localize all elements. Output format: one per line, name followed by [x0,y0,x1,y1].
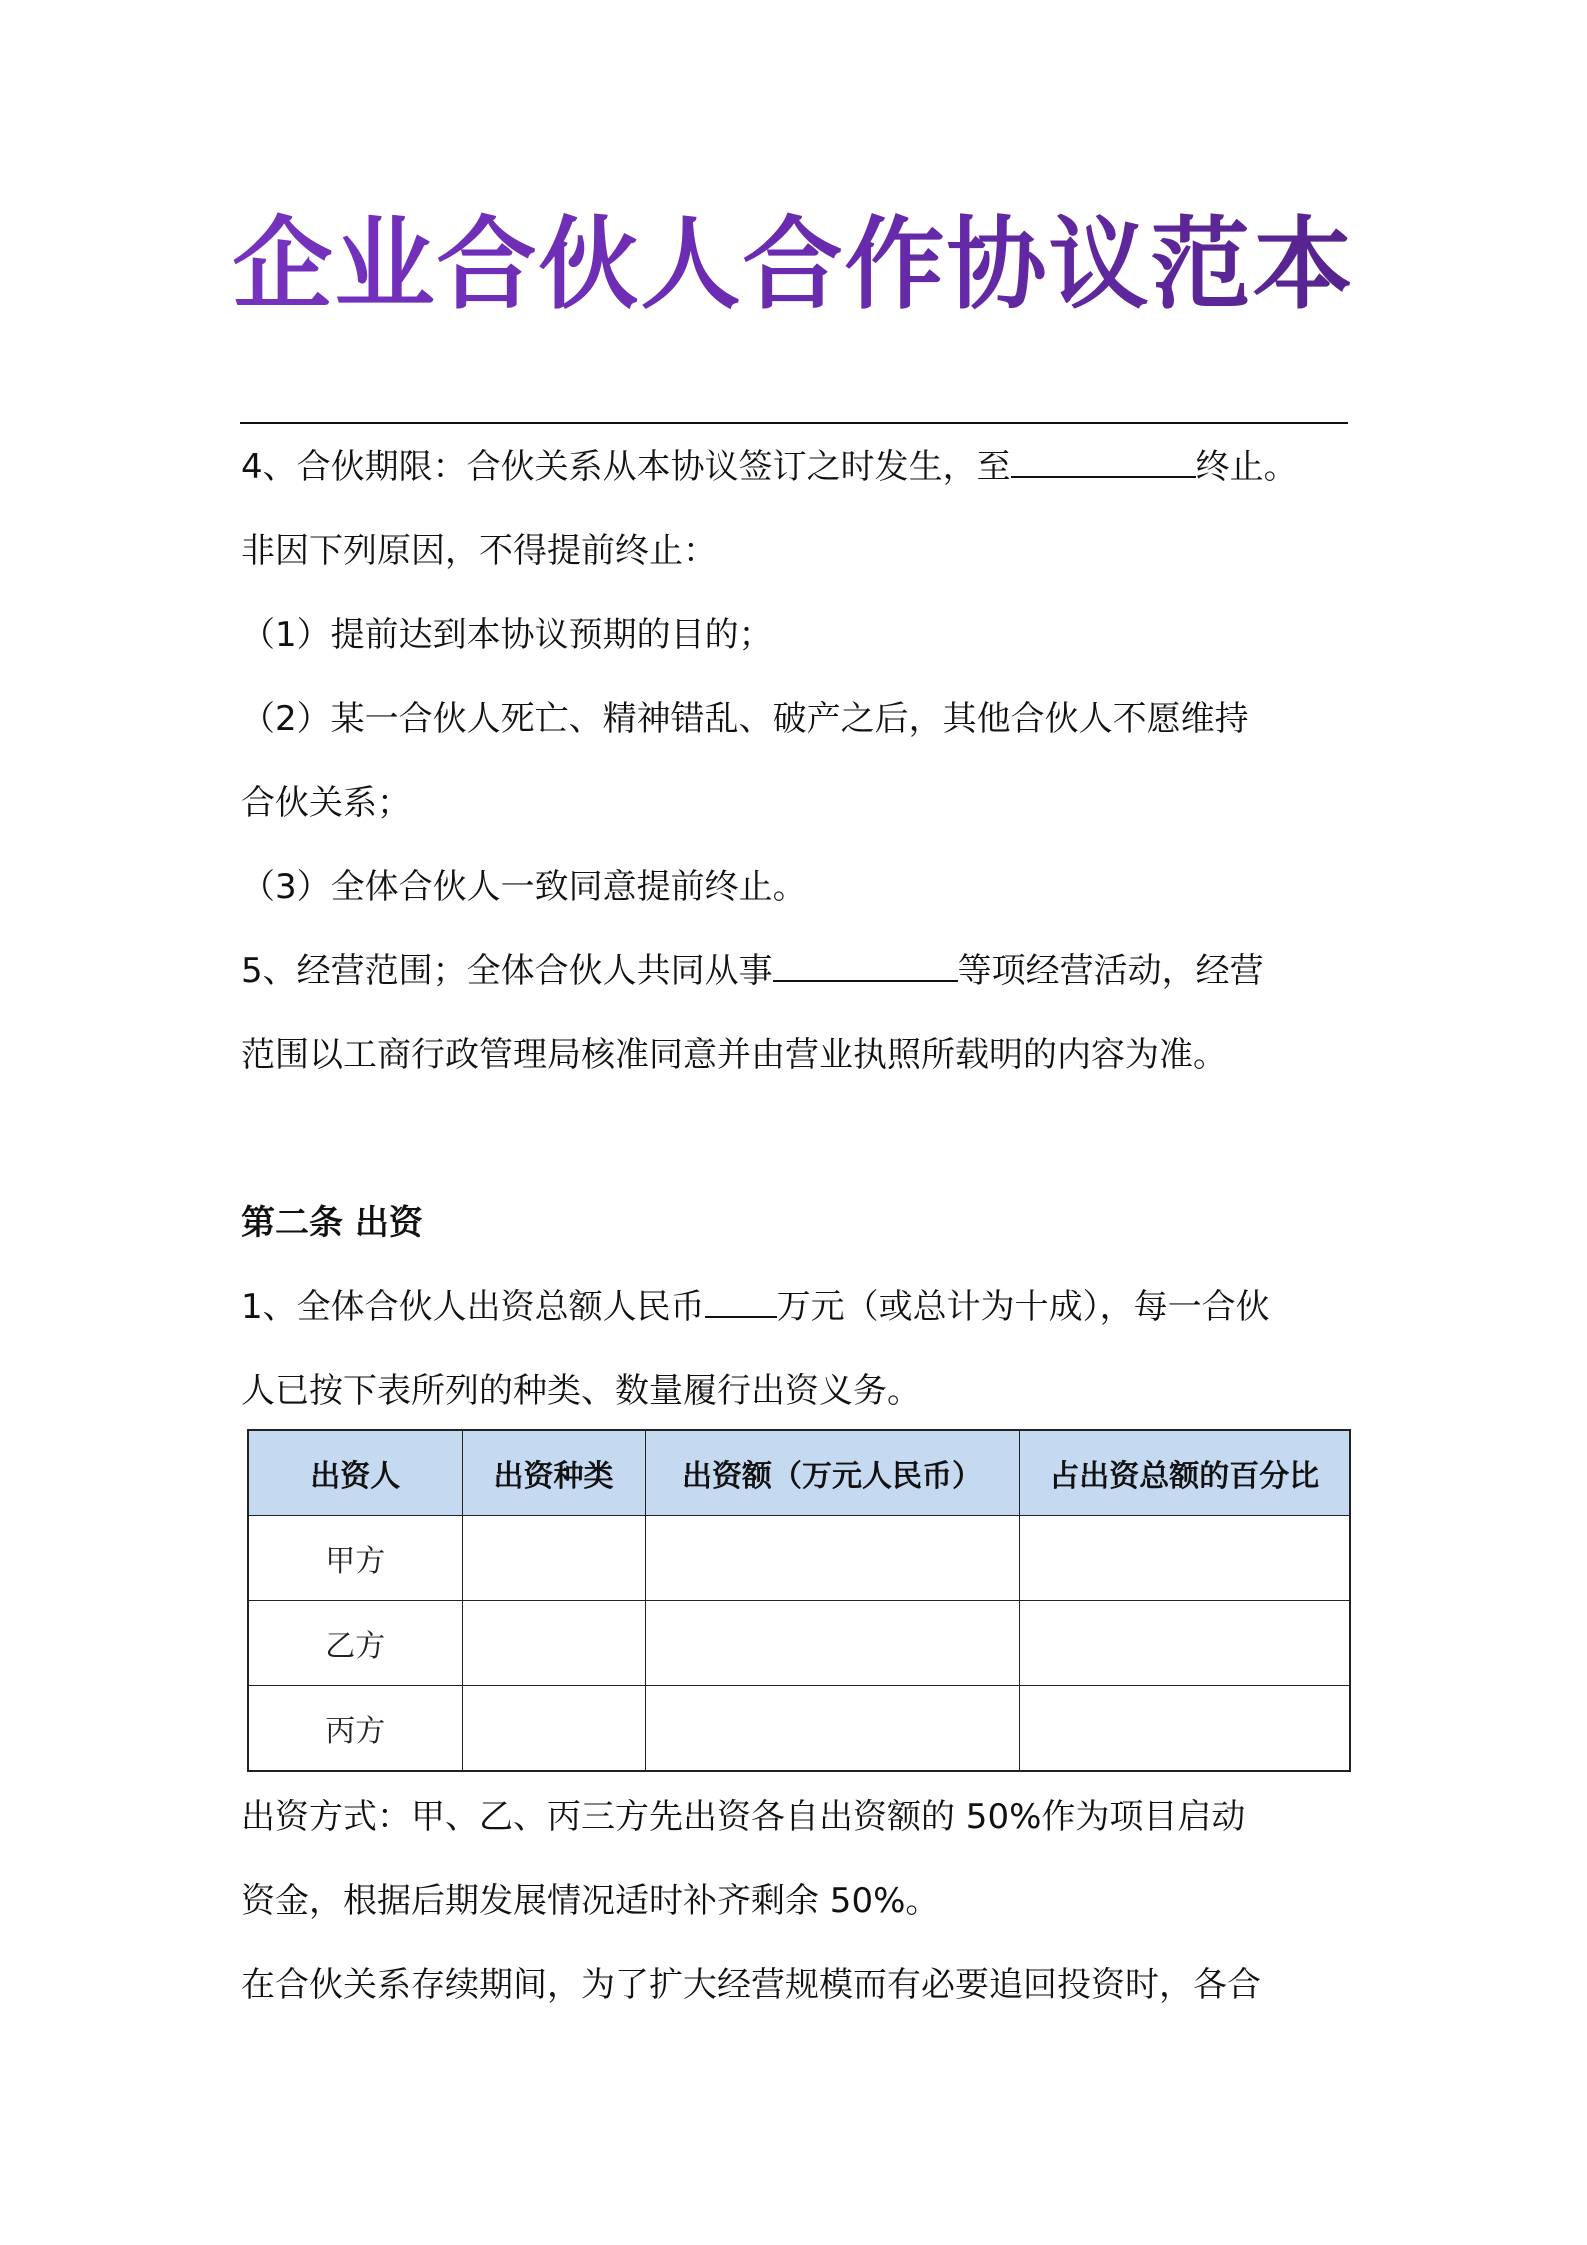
item1-text-before: 1、全体合伙人出资总额人民币 [241,1287,705,1327]
investor-name: 丙方 [248,1686,462,1772]
item4-line2: 非因下列原因，不得提前终止： [241,531,717,571]
item1-text-after: 万元（或总计为十成），每一合伙 [776,1287,1270,1327]
percentage-cell[interactable] [1019,1601,1350,1686]
percentage-cell[interactable] [1019,1516,1350,1601]
percentage-cell[interactable] [1019,1686,1350,1772]
header-investment-type: 出资种类 [462,1430,645,1516]
investment-method-line1: 出资方式：甲、乙、丙三方先出资各自出资额的 50%作为项目启动 [241,1797,1246,1837]
investment-amount-cell[interactable] [645,1686,1019,1772]
item5-text-before: 5、经营范围；全体合伙人共同从事 [241,951,773,991]
condition-2-line2: 合伙关系； [241,783,411,823]
title-divider [240,422,1348,424]
section2-heading: 第二条 出资 [241,1203,423,1243]
condition-2-line1: （2）某一合伙人死亡、精神错乱、破产之后，其他合伙人不愿维持 [241,699,1249,739]
table-row [248,1601,1350,1686]
investor-name: 乙方 [248,1601,462,1686]
term-end-blank[interactable] [1011,446,1196,478]
header-investment-amount: 出资额（万元人民币） [645,1430,1019,1516]
recall-investment-para: 在合伙关系存续期间，为了扩大经营规模而有必要追回投资时，各合 [241,1965,1261,2005]
investment-amount-cell[interactable] [645,1601,1019,1686]
investor-name: 甲方 [248,1516,462,1601]
item4-term-line [241,425,1356,509]
business-scope-blank[interactable] [773,950,958,982]
investment-type-cell[interactable] [462,1601,645,1686]
item5-text-after: 等项经营活动，经营 [957,951,1264,991]
header-investor: 出资人 [248,1430,462,1516]
item5-scope-line [241,929,1356,1013]
condition-1: （1）提前达到本协议预期的目的； [241,615,773,655]
table-header-row [248,1430,1350,1516]
investment-type-cell[interactable] [462,1516,645,1601]
table-row [248,1686,1350,1772]
document-title: 企业合伙人合作协议范本 [0,200,1587,330]
section2-item1-line1 [241,1265,1356,1349]
section2-item1-line2: 人已按下表所列的种类、数量履行出资义务。 [241,1371,921,1411]
table-row [248,1516,1350,1601]
investment-method-line2: 资金，根据后期发展情况适时补齐剩余 50%。 [241,1881,940,1921]
investment-table [247,1429,1351,1772]
investment-type-cell[interactable] [462,1686,645,1772]
header-percentage: 占出资总额的百分比 [1019,1430,1350,1516]
item4-text-before: 4、合伙期限：合伙关系从本协议签订之时发生，至 [241,447,1011,487]
item4-text-after: 终止。 [1195,447,1298,487]
item5-line2: 范围以工商行政管理局核准同意并由营业执照所载明的内容为准。 [241,1035,1227,1075]
investment-amount-cell[interactable] [645,1516,1019,1601]
condition-3: （3）全体合伙人一致同意提前终止。 [241,867,807,907]
total-amount-blank[interactable] [705,1286,777,1318]
